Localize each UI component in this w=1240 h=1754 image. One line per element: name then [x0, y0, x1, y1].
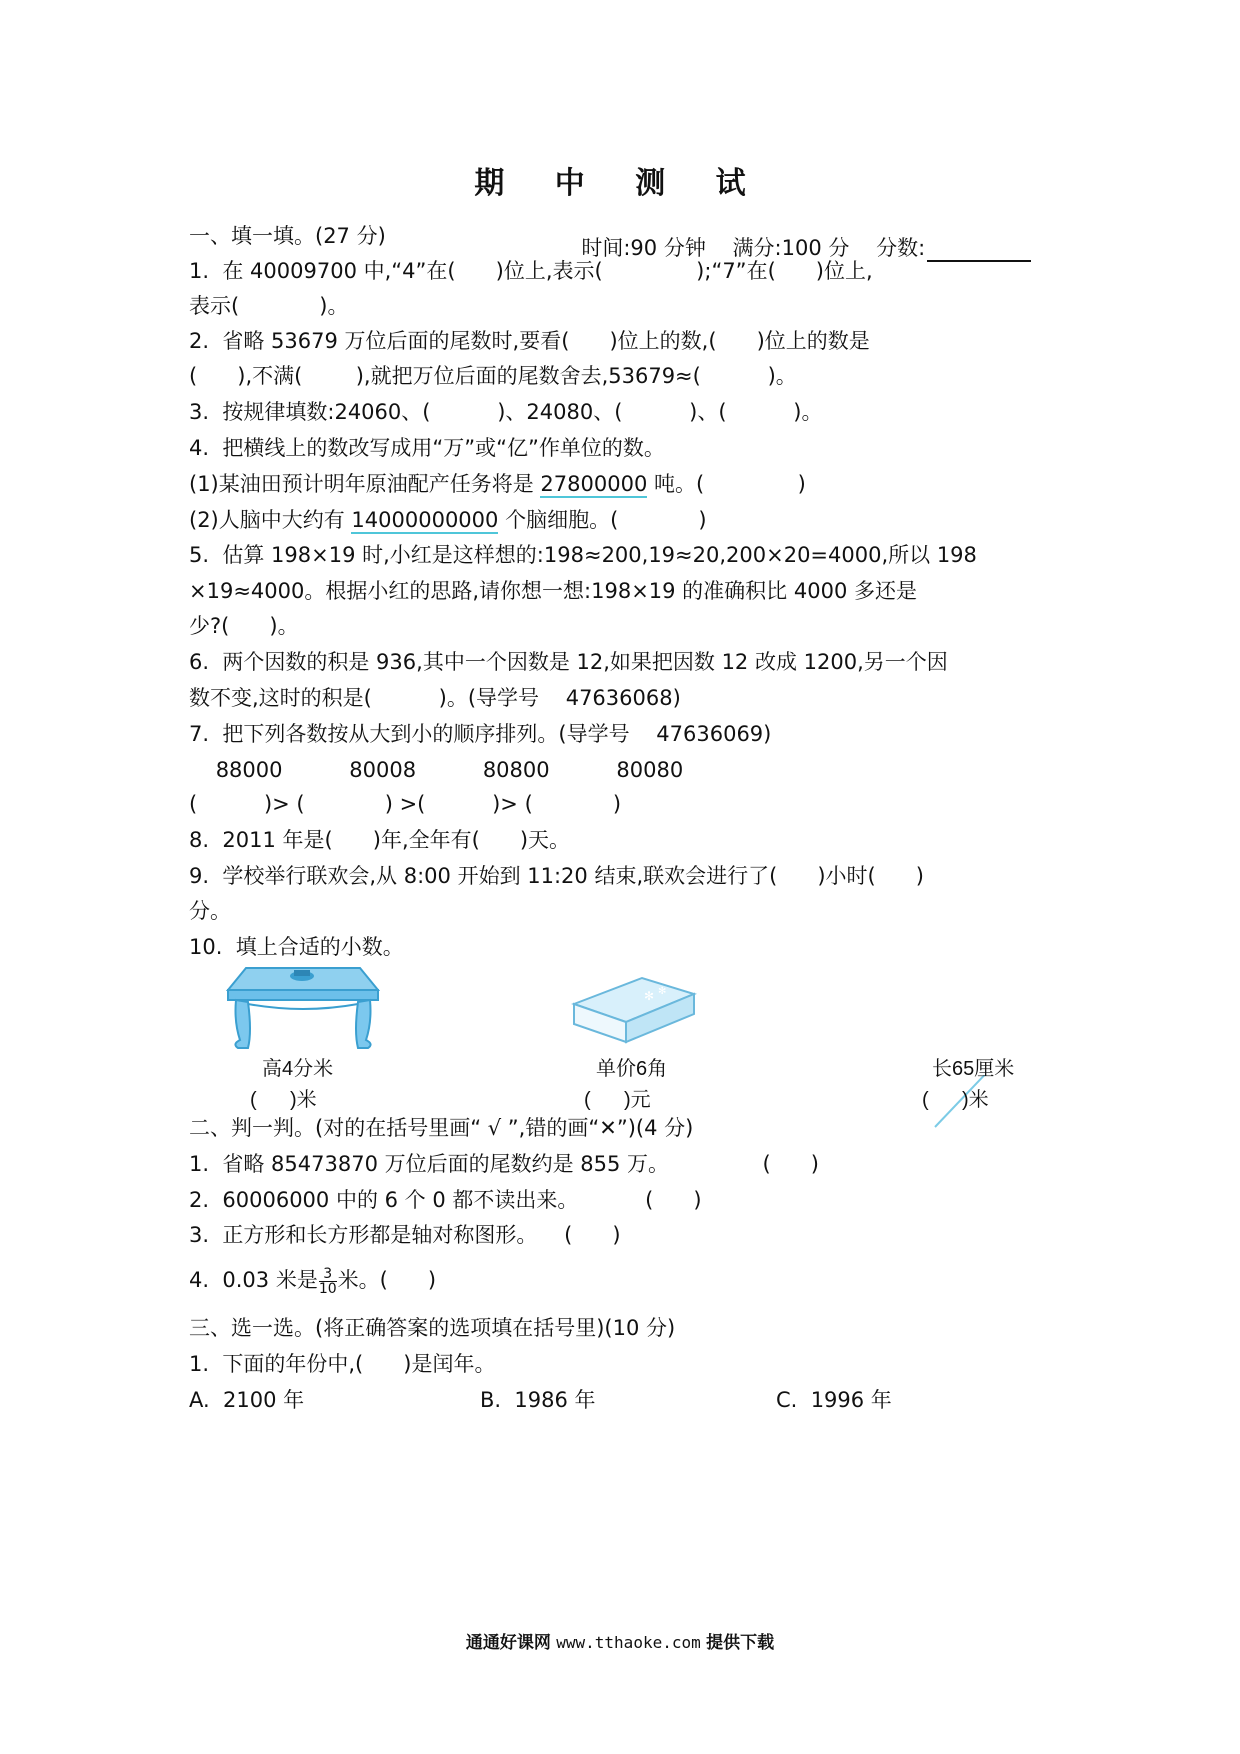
section-2-heading: 二、判一判。(对的在括号里画“ √ ”,错的画“✕”)(4 分) [189, 1116, 694, 1140]
judge-question-3: 3. 正方形和长方形都是轴对称图形。 ( ) [189, 1223, 621, 1247]
question-6-line-1: 6. 两个因数的积是 936,其中一个因数是 12,如果把因数 12 改成 1200,另一个因 [189, 650, 948, 674]
question-5-line-1: 5. 估算 198×19 时,小红是这样想的:198≈200,19≈20,200×20=4000,所以 198 [189, 543, 977, 567]
q4-2-text: (2)人脑中大约有 [189, 508, 352, 532]
question-7: 7. 把下列各数按从大到小的顺序排列。(导学号 47636069) [189, 722, 772, 746]
option-c: C. 1996 年 [776, 1388, 892, 1412]
question-7-numbers: 88000 80008 80800 80080 [189, 758, 684, 782]
figure-2-blank: ( )元 [584, 1089, 651, 1111]
svg-text:✻: ✻ [658, 986, 667, 997]
q4-2-tail: 个脑细胞。( ) [498, 508, 707, 532]
q4-1-underlined-number: 27800000 [540, 472, 648, 496]
option-b: B. 1986 年 [480, 1388, 596, 1412]
question-2-line-1: 2. 省略 53679 万位后面的尾数时,要看( )位上的数,( )位上的数是 [189, 329, 870, 353]
page-title: 期 中 测 试 [474, 166, 766, 201]
figure-1-blank: ( )米 [250, 1089, 317, 1111]
question-4-2 [189, 506, 707, 534]
question-5-line-3: 少?( )。 [189, 614, 299, 638]
fraction [319, 1267, 337, 1296]
question-9-line-2: 分。 [189, 899, 231, 923]
footer-tail: 提供下载 [706, 1633, 775, 1653]
q4-1-tail: 吨。( ) [647, 472, 806, 496]
figure-1-label: 高4分米 [262, 1058, 334, 1080]
judge-question-4 [189, 1266, 436, 1296]
svg-text:✻: ✻ [644, 989, 655, 1003]
score-blank[interactable] [927, 238, 1031, 262]
question-4: 4. 把横线上的数改写成用“万”或“亿”作单位的数。 [189, 436, 665, 460]
eraser-illustration [570, 972, 698, 1052]
q4-2-underlined-number: 14000000000 [351, 508, 499, 532]
judge-question-2: 2. 60006000 中的 6 个 0 都不读出来。 ( ) [189, 1188, 702, 1212]
question-1-line-1: 1. 在 40009700 中,“4”在( )位上,表示( );“7”在( )位上, [189, 259, 873, 283]
question-5-line-2: ×19≈4000。根据小红的思路,请你想一想:198×19 的准确积比 4000 多还是 [189, 579, 917, 603]
fraction-numerator: 3 [319, 1267, 337, 1282]
footer [0, 1628, 1240, 1653]
score-label: 分数: [876, 236, 926, 260]
figure-2-label: 单价6角 [596, 1058, 668, 1080]
section-1-heading: 一、填一填。(27 分) [189, 224, 386, 248]
full-score: 满分:100 分 [732, 236, 850, 260]
figure-3-blank: ( )米 [922, 1089, 989, 1111]
fraction-denominator: 10 [318, 1280, 337, 1297]
figure-3-label: 长65厘米 [932, 1058, 1015, 1080]
footer-brand: 通通好课网 [465, 1633, 551, 1653]
q4-1-text: (1)某油田预计明年原油配产任务将是 [189, 472, 541, 496]
question-4-1 [189, 470, 806, 498]
question-2-line-2: ( ),不满( ),就把万位后面的尾数舍去,53679≈( )。 [189, 364, 797, 388]
section-3-heading: 三、选一选。(将正确答案的选项填在括号里)(10 分) [189, 1316, 676, 1340]
question-7-blanks: ( )> ( ) >( )> ( ) [189, 792, 622, 816]
choice-question-1: 1. 下面的年份中,( )是闰年。 [189, 1352, 496, 1376]
question-10: 10. 填上合适的小数。 [189, 935, 404, 959]
footer-url[interactable]: www.tthaoke.com [556, 1633, 701, 1652]
question-1-line-2: 表示( )。 [189, 294, 349, 318]
question-8: 8. 2011 年是( )年,全年有( )天。 [189, 828, 571, 852]
question-3: 3. 按规律填数:24060、( )、24080、( )、( )。 [189, 400, 823, 424]
judge-q4-text: 4. 0.03 米是 [189, 1268, 318, 1292]
question-6-line-2: 数不变,这时的积是( )。(导学号 47636068) [189, 686, 681, 710]
option-a: A. 2100 年 [189, 1388, 305, 1412]
question-9-line-1: 9. 学校举行联欢会,从 8:00 开始到 11:20 结束,联欢会进行了( )小时( ) [189, 864, 924, 888]
exam-meta [568, 208, 1031, 262]
judge-question-1: 1. 省略 85473870 万位后面的尾数约是 855 万。 ( ) [189, 1152, 819, 1176]
judge-q4-tail: 米。( ) [337, 1268, 437, 1292]
time-limit: 时间:90 分钟 [581, 236, 706, 260]
